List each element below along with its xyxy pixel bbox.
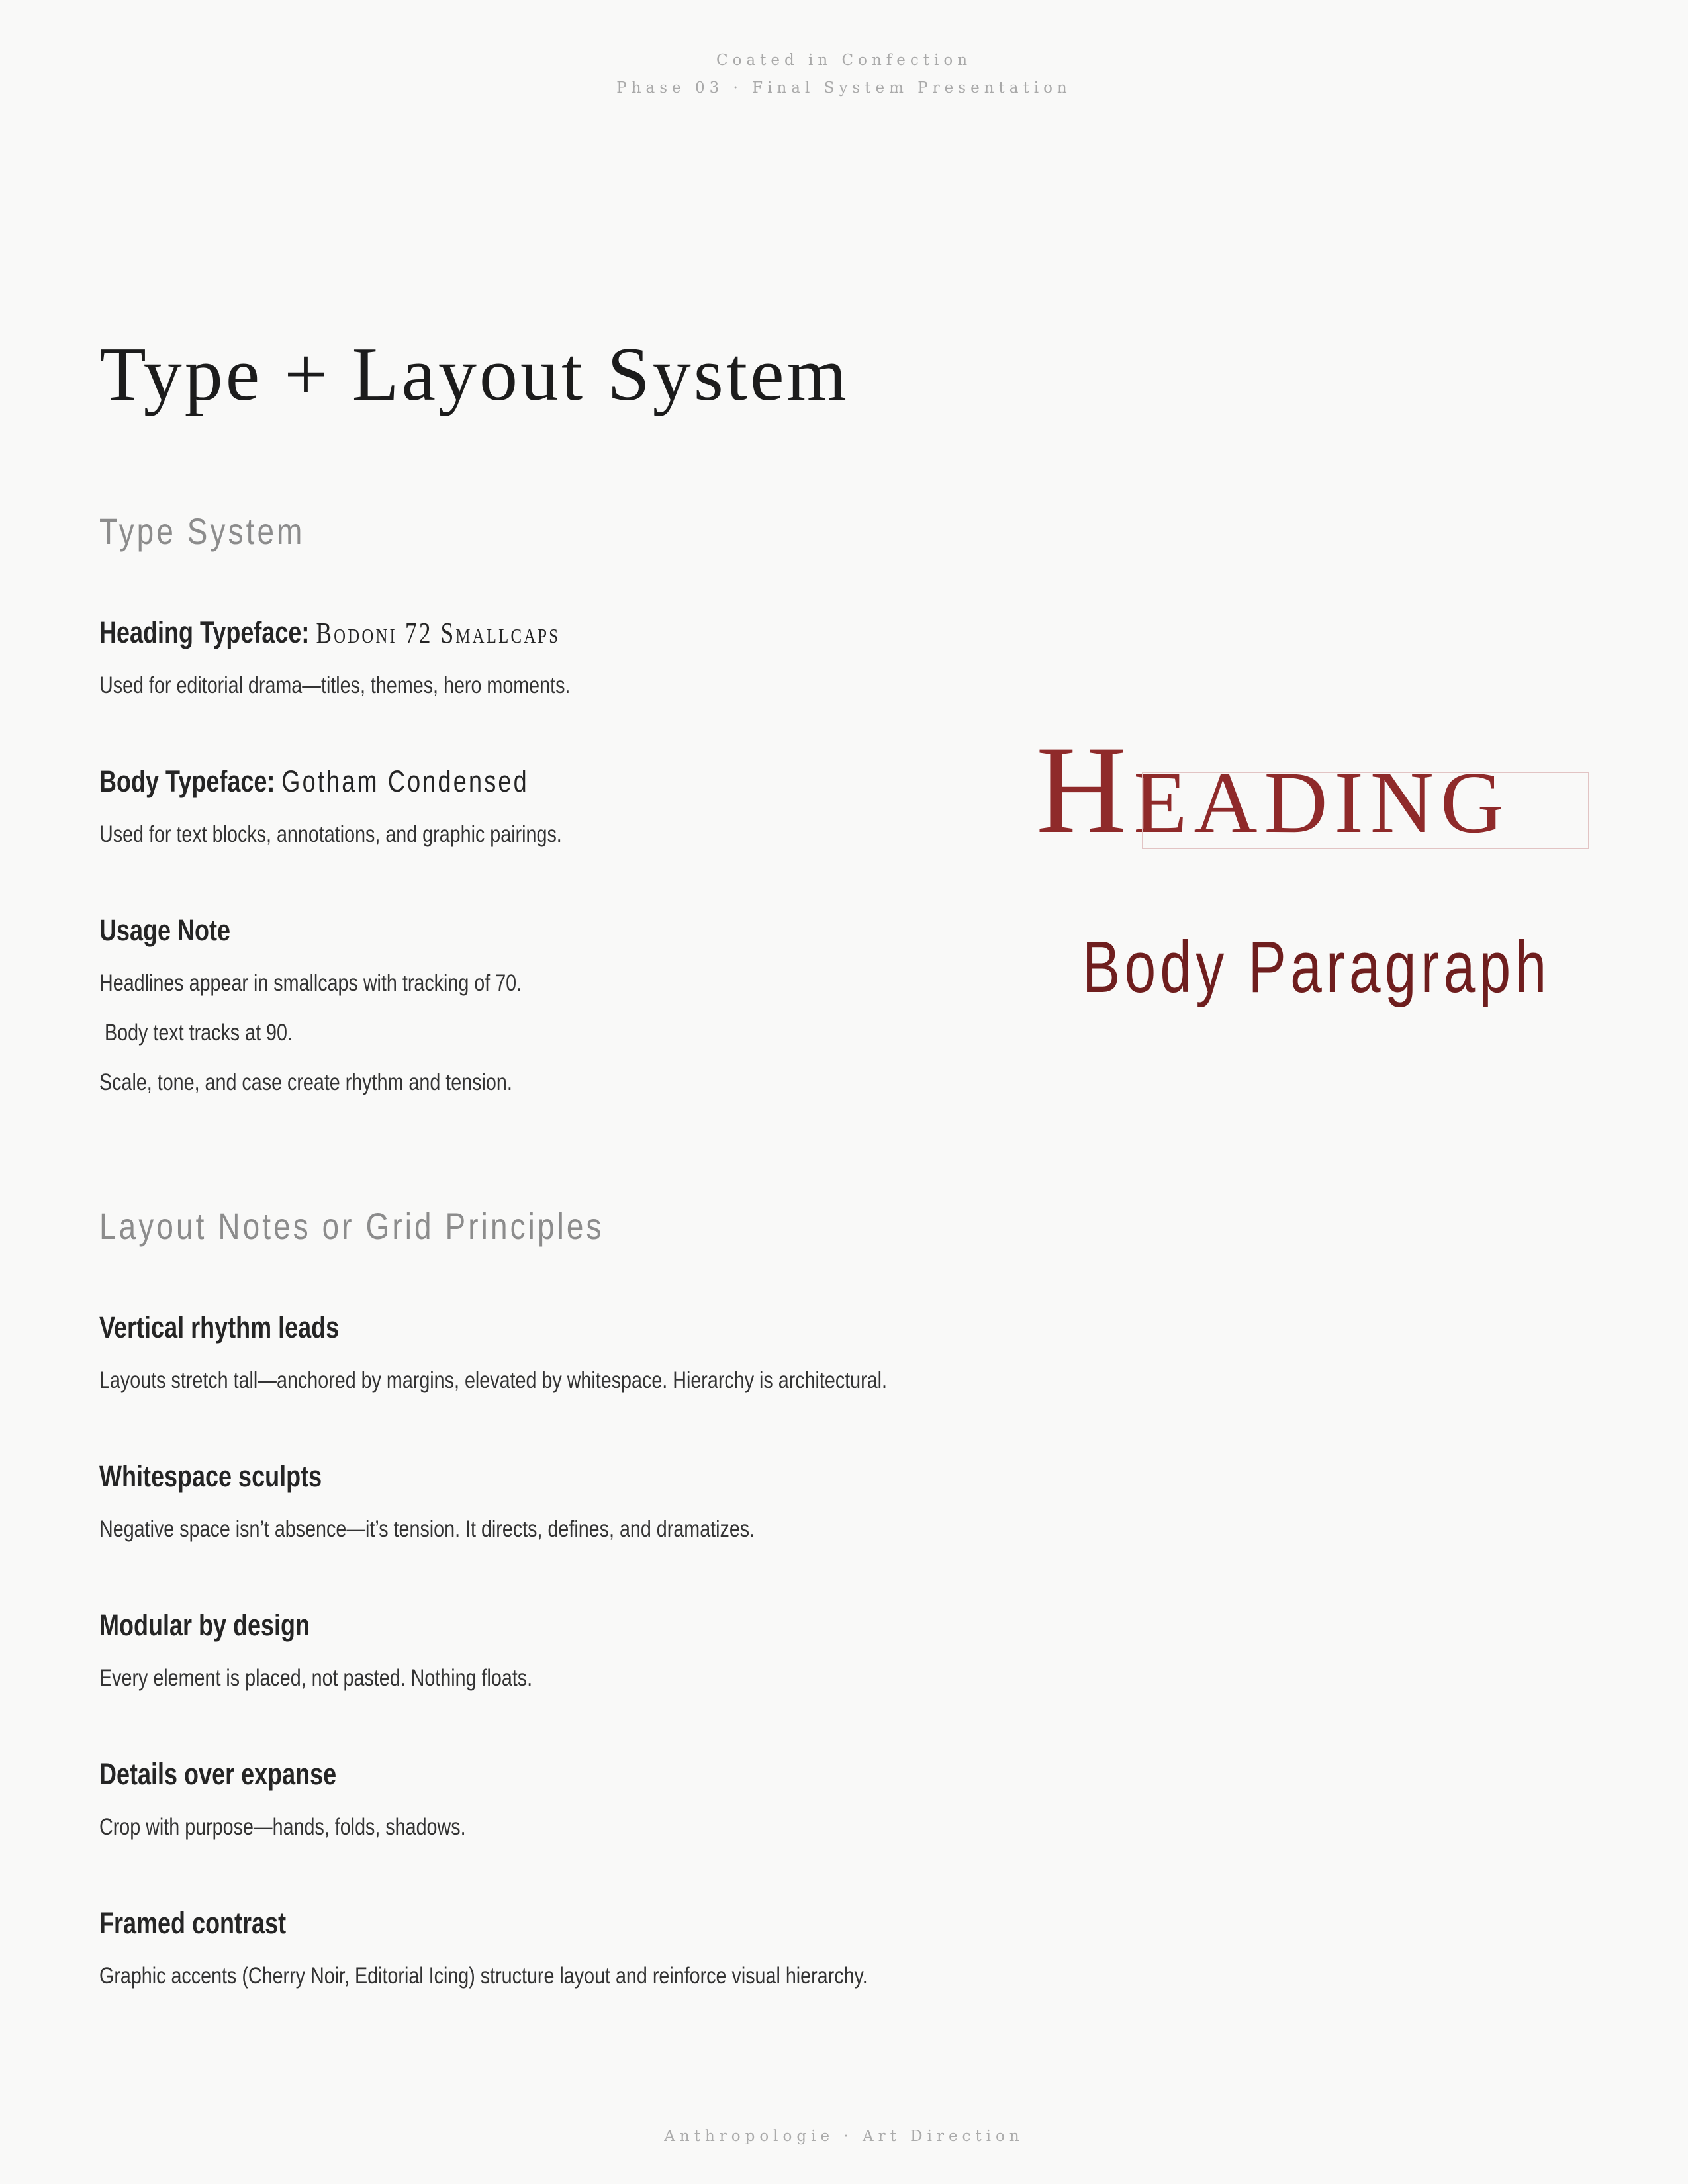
heading-typeface-description: Used for editorial drama—titles, themes, hero moments.: [99, 672, 571, 698]
body-typeface-label: Body Typeface: [99, 764, 267, 798]
layout-note-body: Crop with purpose—hands, folds, shadows.: [99, 1814, 466, 1840]
layout-note-heading: Framed contrast: [99, 1906, 287, 1940]
usage-note-line: Body text tracks at 90.: [99, 1020, 293, 1046]
body-typeface-description: Used for text blocks, annotations, and graphic pairings.: [99, 821, 562, 847]
layout-note-body: Layouts stretch tall—anchored by margins, elevated by whitespace. Hierarchy is architectural.: [99, 1367, 888, 1393]
usage-note-line: Scale, tone, and case create rhythm and tension.: [99, 1069, 512, 1095]
layout-note-heading: Modular by design: [99, 1608, 310, 1642]
body-typeface-row: [99, 764, 529, 799]
layout-notes-title: Layout Notes or Grid Principles: [99, 1205, 604, 1247]
page-title: Type + Layout System: [99, 332, 849, 417]
layout-note-body: Graphic accents (Cherry Noir, Editorial Icing) structure layout and reinforce visual hierarchy.: [99, 1963, 868, 1989]
body-specimen: Body Paragraph: [1082, 927, 1551, 1008]
heading-typeface-label: Heading Typeface: [99, 615, 302, 649]
layout-note-heading: Vertical rhythm leads: [99, 1310, 340, 1344]
type-system-title: Type System: [99, 510, 305, 552]
heading-typeface-value: Bodoni 72 Smallcaps: [316, 617, 561, 649]
layout-note-body: Negative space isn’t absence—it’s tension. It directs, defines, and dramatizes.: [99, 1516, 755, 1542]
heading-specimen-text: Heading: [1036, 721, 1511, 860]
heading-typeface-row: [99, 615, 560, 650]
body-typeface-value: Gotham Condensed: [281, 764, 529, 798]
heading-typeface-separator: :: [301, 615, 310, 649]
page-header: [0, 46, 1688, 102]
page-footer: Anthropologie · Art Direction: [664, 2128, 1024, 2145]
header-brand: Coated in Confection: [716, 52, 972, 69]
layout-note-body: Every element is placed, not pasted. Nothing floats.: [99, 1665, 533, 1691]
header-subtitle: Phase 03 · Final System Presentation: [616, 79, 1072, 97]
body-typeface-separator: :: [267, 764, 275, 798]
layout-note-heading: Whitespace sculpts: [99, 1459, 322, 1493]
usage-note-line: Headlines appear in smallcaps with tracking of 70.: [99, 970, 522, 996]
usage-note-heading: Usage Note: [99, 913, 231, 947]
heading-specimen: [1036, 718, 1599, 862]
layout-note-heading: Details over expanse: [99, 1757, 337, 1791]
